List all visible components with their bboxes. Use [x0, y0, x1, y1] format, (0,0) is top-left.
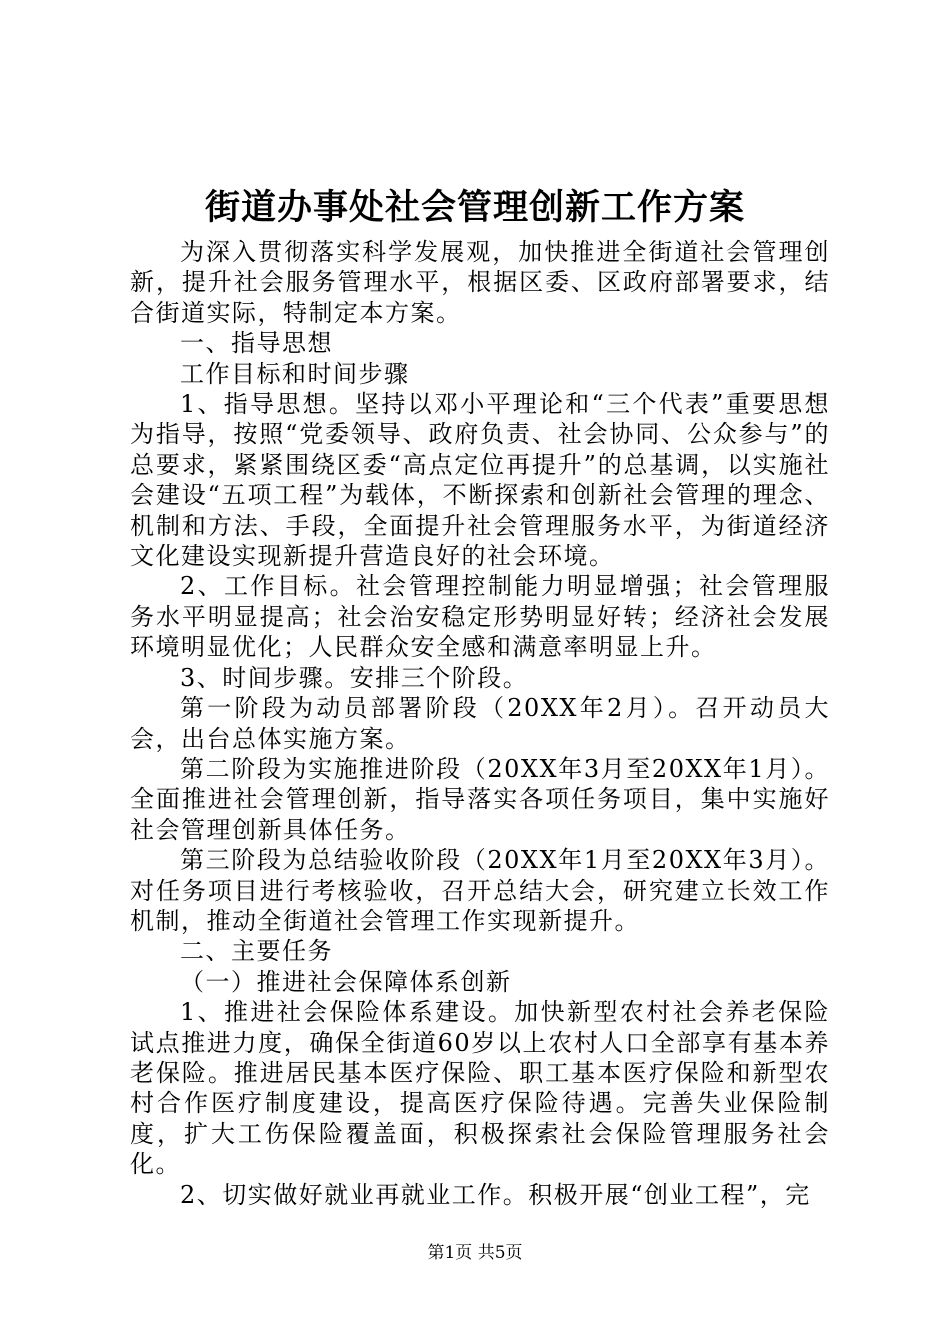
paragraph-phase-two: 第二阶段为实施推进阶段（20XX年3月至20XX年1月）。全面推进社会管理创新，指导落实各项任务项目，集中实施好社会管理创新具体任务。 [130, 754, 830, 844]
section-heading-main-tasks: 二、主要任务 [180, 937, 333, 966]
subheading-goals-and-steps: 工作目标和时间步骤 [180, 359, 410, 388]
document-title: 街道办事处社会管理创新工作方案 [204, 188, 745, 228]
subheading-social-security: （一）推进社会保障体系创新 [180, 967, 512, 996]
paragraph-phase-one: 第一阶段为动员部署阶段（20XX年2月）。召开动员大会，出台总体实施方案。 [130, 694, 830, 753]
paragraph-intro: 为深入贯彻落实科学发展观，加快推进全街道社会管理创新，提升社会服务管理水平，根据区委、区政府部署要求，结合街道实际，特制定本方案。 [130, 238, 830, 327]
paragraph-work-goals: 2、工作目标。社会管理控制能力明显增强；社会管理服务水平明显提高；社会治安稳定形势明显好转；经济社会发展环境明显优化；人民群众安全感和满意率明显上升。 [130, 572, 830, 662]
paragraph-time-steps: 3、时间步骤。安排三个阶段。 [180, 663, 529, 692]
document-body [130, 237, 830, 1210]
paragraph-social-insurance: 1、推进社会保险体系建设。加快新型农村社会养老保险试点推进力度，确保全街道60岁以上农村人口全部享有基本养老保险。推进居民基本医疗保险、职工基本医疗保险和新型农村合作医疗制度建设，提高医疗保险待遇。完善失业保险制度，扩大工伤保险覆盖面，积极探索社会保险管理服务社会化。 [130, 998, 830, 1179]
section-heading-guiding-ideology: 一、指导思想 [180, 329, 333, 358]
paragraph-employment: 2、切实做好就业再就业工作。积极开展“创业工程”，完 [180, 1180, 811, 1209]
paragraph-guiding-ideology: 1、指导思想。坚持以邓小平理论和“三个代表”重要思想为指导，按照“党委领导、政府负责、社会协同、公众参与”的总要求，紧紧围绕区委“高点定位再提升”的总基调，以实施社会建设“五项工程”为载体，不断探索和创新社会管理的理念、机制和方法、手段，全面提升社会管理服务水平，为街道经济文化建设实现新提升营造良好的社会环境。 [130, 390, 830, 571]
paragraph-phase-three: 第三阶段为总结验收阶段（20XX年1月至20XX年3月）。对任务项目进行考核验收，召开总结大会，研究建立长效工作机制，推动全街道社会管理工作实现新提升。 [130, 846, 830, 935]
page-footer: 第1页 共5页 [427, 1243, 523, 1263]
